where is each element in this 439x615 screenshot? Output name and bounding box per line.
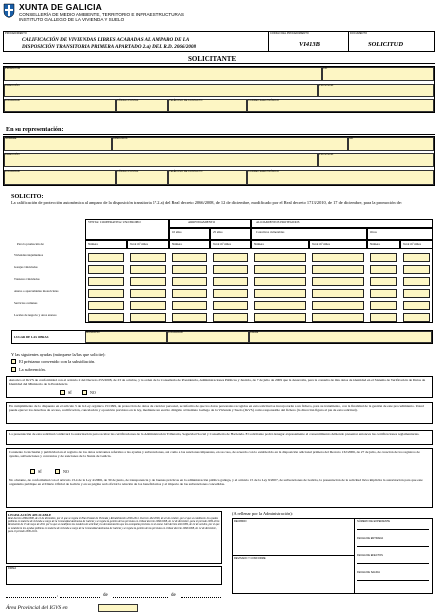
procedure-code: VI413B	[299, 41, 320, 48]
signature-label: FIRMA	[8, 567, 17, 570]
number-input[interactable]	[172, 289, 207, 298]
number-input[interactable]	[370, 277, 397, 286]
rep-province-label: PROVINCIA	[319, 153, 334, 156]
rep-nif-field[interactable]	[348, 137, 434, 151]
area-input[interactable]	[312, 289, 364, 298]
sub-10-years: 10 años	[172, 230, 182, 234]
number-input[interactable]	[370, 253, 397, 262]
exit-date-label: FECHA DE SALIDA	[357, 571, 380, 574]
area-input[interactable]	[213, 253, 248, 262]
address-field[interactable]	[4, 84, 318, 97]
col-total-header	[210, 240, 251, 249]
col-numero-label: Número	[254, 242, 265, 246]
rep-postal-code-label: CÓDIGO POSTAL	[117, 170, 139, 173]
number-input[interactable]	[88, 265, 124, 274]
admin-fill-title: (A rellenar por la Administración):	[232, 511, 293, 516]
area-input[interactable]	[130, 289, 166, 298]
province-field[interactable]	[318, 84, 434, 97]
verify-yes-checkbox[interactable]	[60, 390, 65, 395]
number-input[interactable]	[172, 265, 207, 274]
publish-yes-checkbox[interactable]	[30, 469, 35, 474]
promotor-label: PROMOTOR	[5, 67, 21, 70]
date-day-line	[60, 597, 100, 598]
representative-section-title: En su representación:	[6, 126, 64, 133]
sub-colectivos: Colectivos vulnerables	[256, 230, 285, 234]
area-input[interactable]	[130, 301, 166, 310]
table-row-label: Trasteros vinculados	[14, 277, 40, 281]
coat-of-arms-icon	[3, 3, 15, 18]
col-total-label: Total m² útiles	[312, 242, 330, 246]
rep-locality-label: LOCALIDAD	[5, 170, 20, 173]
date-place-line	[6, 597, 56, 598]
received-label: RECIBIDO	[234, 520, 247, 523]
date-de-1: de	[103, 593, 108, 598]
rep-address-label: DIRECCIÓN	[5, 153, 20, 156]
rep-name-label: NOMBRE	[5, 137, 17, 140]
legal-text-2: En cumplimiento de lo dispuesto en el artículo 5 de la Ley orgánica 15/1999, de protección de datos de carácter personal, se informa de que los datos personales recogidos en esta solicitud se incorporarán a un fichero, para su tratamiento, con la finalidad de la gestión de este procedimiento. Usted puede ejercer los derechos de acceso, rectificación, cancelación y oposición previstos en la ley, mediante un escrito dirigido al Instituto Gallego de la Vivienda y Suelo (IGVS) como responsable del fichero (la dirección figura al pie de esta solicitud).	[9, 404, 424, 413]
number-input[interactable]	[88, 277, 124, 286]
number-input[interactable]	[254, 301, 306, 310]
col-total-header	[400, 240, 433, 249]
area-input[interactable]	[213, 265, 248, 274]
number-input[interactable]	[254, 265, 306, 274]
number-input[interactable]	[88, 301, 124, 310]
area-input[interactable]	[130, 313, 166, 322]
rep-nif-label: NIF	[349, 137, 354, 140]
rep-province-field[interactable]	[318, 153, 434, 167]
document-type: SOLICITUD	[368, 41, 404, 48]
locality-label: LOCALIDAD	[5, 99, 20, 102]
aid-grant-checkbox[interactable]	[11, 367, 16, 372]
procedure-label: PROCEDIMIENTO	[5, 32, 27, 35]
area-input[interactable]	[312, 253, 364, 262]
col-venta: VENTA/ COOPERATIVA/ USO PROPIO	[88, 220, 141, 224]
procedure-code-label: CÓDIGO DEL PROCEDIMIENTO	[270, 32, 309, 35]
number-input[interactable]	[172, 301, 207, 310]
document-label: DOCUMENTO	[350, 32, 367, 35]
rep-name-field[interactable]	[4, 137, 112, 151]
date-month-line	[113, 597, 168, 598]
table-row-label: Locales de negocio y otros anexos	[14, 313, 57, 317]
cif-label: CIF	[323, 67, 328, 70]
email-label: CORREO ELECTRÓNICO	[248, 99, 279, 102]
col-numero-label: Número	[88, 242, 99, 246]
area-input[interactable]	[403, 301, 430, 310]
area-input[interactable]	[403, 277, 430, 286]
sub-25-years: 25 años	[213, 230, 223, 234]
org-subtitle-1: CONSELLERÍA DE MEDIO AMBIENTE, TERRITORIO E INFRAESTRUCTURAS	[19, 12, 184, 17]
col-numero-label: Número	[172, 242, 183, 246]
col-total-label: Total m² útiles	[130, 242, 148, 246]
rep-locality-field[interactable]	[4, 170, 116, 185]
municipality-label: MUNICIPIO	[86, 331, 100, 334]
table-row-label: Viviendas/alojamientos	[14, 253, 44, 257]
number-input[interactable]	[172, 277, 207, 286]
number-input[interactable]	[370, 265, 397, 274]
area-input[interactable]	[403, 253, 430, 262]
number-input[interactable]	[254, 253, 306, 262]
postal-code-label: CÓDIGO POSTAL	[117, 99, 139, 102]
request-title: SOLICITO:	[11, 193, 44, 200]
date-de-2: de	[171, 593, 176, 598]
area-input[interactable]	[312, 301, 364, 310]
col-total-label: Total m² útiles	[403, 242, 421, 246]
number-input[interactable]	[254, 289, 306, 298]
province-label: PROVINCIA	[319, 84, 334, 87]
verify-yes-label: SÍ	[68, 390, 72, 395]
number-input[interactable]	[88, 313, 124, 322]
area-input[interactable]	[213, 277, 248, 286]
col-total-label: Total m² útiles	[213, 242, 231, 246]
effects-date-label: FECHA DE EFECTOS	[357, 554, 383, 557]
area-input[interactable]	[312, 277, 364, 286]
sub-otros: Otros	[370, 230, 377, 234]
number-input[interactable]	[370, 301, 397, 310]
number-input[interactable]	[254, 313, 306, 322]
col-alojamientos: ALOJAMIENTOS PROTEGIDOS	[256, 220, 300, 224]
col-numero-header	[169, 240, 210, 249]
provincial-area-label: Área Provincial del IGVS en	[6, 605, 68, 611]
legal-text-3: La presentación de esta solicitud conllevará la autorización para recabar las certificaciones de la Administración Tributaria, Seguridad Social y Consellería de Hacienda. El solicitante podrá denegar expresamente el consentimiento debiendo presentar entonces las certificaciones reglamentarias.	[9, 432, 420, 436]
rep-address-field[interactable]	[4, 153, 318, 167]
address-label: DIRECCIÓN	[5, 84, 20, 87]
locality-field[interactable]	[4, 99, 116, 112]
works-locality-label: LOCALIDAD	[168, 331, 183, 334]
col-numero-label: Número	[370, 242, 381, 246]
col-numero-header	[85, 240, 127, 249]
rows-label: Para la promoción de:	[17, 242, 45, 246]
area-input[interactable]	[130, 265, 166, 274]
col-arrendamiento: ARRENDAMIENTO	[188, 220, 215, 224]
applicant-section-title: SOLICITANTE	[188, 55, 237, 63]
legal-text-4: Consiento la inclusión y publicidad en el registro de los datos relevantes referidos a las ayudas y subvenciones, así como a las sanciones impuestas, en su caso, de acuerdo con lo establecido en la disposición adicional primera del Decreto 132/2006, de 27 de julio, de creación de los registros de ayudas, subvenciones y convenios y de sanciones de la Xunta de Galicia.	[9, 450, 420, 459]
table-row-label: Garajes vinculados	[14, 265, 38, 269]
street-field[interactable]	[249, 331, 432, 343]
area-input[interactable]	[213, 301, 248, 310]
aid-loan-checkbox[interactable]	[11, 359, 16, 364]
col-total-header	[127, 240, 169, 249]
date-year-line	[181, 597, 221, 598]
area-input[interactable]	[213, 313, 248, 322]
number-input[interactable]	[370, 313, 397, 322]
col-numero-header	[251, 240, 309, 249]
col-total-header	[309, 240, 367, 249]
number-input[interactable]	[370, 289, 397, 298]
rep-surname-field[interactable]	[112, 137, 348, 151]
number-input[interactable]	[172, 313, 207, 322]
verify-no-label: NO	[90, 390, 96, 395]
aid-grant-label: La subvención.	[19, 367, 46, 372]
file-number-label: NÚMERO DE EXPEDIENTE	[357, 520, 391, 523]
signature-box	[6, 566, 222, 585]
col-numero-header	[367, 240, 400, 249]
org-subtitle-2: INSTITUTO GALLEGO DE LA VIVIENDA Y SUELO	[19, 17, 125, 22]
table-row-label: Anexo o aparcamiento motocicletas	[14, 289, 59, 293]
number-input[interactable]	[88, 289, 124, 298]
rep-phone-label: TELÉFONO DE CONTACTO	[169, 170, 203, 173]
area-input[interactable]	[403, 265, 430, 274]
xunta-logo	[3, 3, 15, 18]
legal-text-1: Autorizo al IGVS de conformidad con el artículo 2 del Decreto 255/2008, de 23 de octubre, y la orden de la Consellería de Presidencia, Administraciones Públicas y Justicia, de 7 de julio de 2009 que la desarrolla, para la consulta de mis datos de identidad en el Sistema de Verificación de Datos de Identidad del Ministerio de la Presidencia	[9, 378, 426, 387]
request-text: La calificación de protección autonómica al amparo de la disposición transitoria 1ª.2.a) del Real decreto 2066/2008, de 12 de diciembre, modificado por el Real decreto 1713/2010, de 17 de diciembre, para la promoción de:	[11, 200, 402, 205]
area-input[interactable]	[213, 289, 248, 298]
promotor-field[interactable]	[4, 67, 322, 81]
number-input[interactable]	[172, 253, 207, 262]
area-input[interactable]	[312, 265, 364, 274]
entry-date-label: FECHA DE ENTRADA	[357, 537, 384, 540]
legislation-text: Real decreto 2066/2008, de 12 de diciembre, por el que se regula el Plan Estatal de Vivienda y Rehabilitación 2009-2012. Decreto 402/2009, de 22 de octubre, por el que se establecen los ayudas públicas en materia de vivienda a cargo de la Comunidad Autónoma de Galicia y se regula la gestión de las previstas en el Real decreto 2066/2008, de 12 de diciembre, para el periodo 2009-2012. Resolución de 15 de mayo de 2011 por la que se modifican los modelos de solicitud y la documentación que los acompaña previstos en el anexo I del decreto 402/2009, de 22 de octubre, por el que se establecen los ayudas públicas en materia de vivienda a cargo de la Comunidad Autónoma de Galicia y se regula la gestión de las previstas en el Real decreto 2066/2008, de 12 de diciembre, para el periodo 2009-2012.	[8, 517, 220, 533]
rep-email-label: CORREO ELECTRÓNICO	[248, 170, 279, 173]
area-input[interactable]	[403, 313, 430, 322]
publish-no-checkbox[interactable]	[55, 469, 60, 474]
area-input[interactable]	[312, 313, 364, 322]
number-input[interactable]	[254, 277, 306, 286]
cif-field[interactable]	[322, 67, 434, 81]
area-input[interactable]	[130, 277, 166, 286]
area-input[interactable]	[403, 289, 430, 298]
procedure-title-1: CALIFICACIÓN DE VIVIENDAS LIBRES ACABADAS AL AMPARO DE LA	[22, 37, 190, 43]
verify-no-checkbox[interactable]	[82, 390, 87, 395]
rep-surname-label: APELLIDOS	[113, 137, 128, 140]
publish-yes-label: SÍ	[38, 469, 42, 474]
number-input[interactable]	[88, 253, 124, 262]
aid-loan-label: El préstamo convenido con la subsidiación.	[19, 359, 96, 364]
phone-label: TELÉFONO DE CONTACTO	[169, 99, 203, 102]
aid-text: Y las siguientes ayudas (márquese la/las que solicite):	[11, 352, 106, 357]
reviewed-label: REVISADO Y CONFORME	[234, 557, 266, 560]
works-location-label: LUGAR DE LAS OBRAS	[14, 335, 49, 339]
legislation-title: LEGISLACIÓN APLICABLE	[8, 513, 52, 517]
provincial-area-field[interactable]	[98, 604, 138, 612]
legal-text-5: No obstante, de conformidad con el artículo 13.4 de la Ley 4/2006, de 30 de junio, de transparencia y de buenas prácticas en la administración pública gallega, y el artículo 15 de la Ley 9/2007, de subvenciones de Galicia, la presentación de la solicitud lleva implícita la autorización para que este organismo publique en el Diario Oficial de Galicia y en su página web oficial la relación de los beneficiarios y el importe de las subvenciones concedidas.	[9, 478, 423, 487]
procedure-title-2: DISPOSICIÓN TRANSITORIA PRIMERA APARTADO 2.a) DEL R.D. 2066/2008	[22, 44, 197, 50]
publish-no-label: NO	[63, 469, 69, 474]
area-input[interactable]	[130, 253, 166, 262]
table-row-label: Servicios comunes	[14, 301, 38, 305]
street-label: CALLE	[250, 331, 259, 334]
org-name: XUNTA DE GALICIA	[19, 2, 103, 12]
